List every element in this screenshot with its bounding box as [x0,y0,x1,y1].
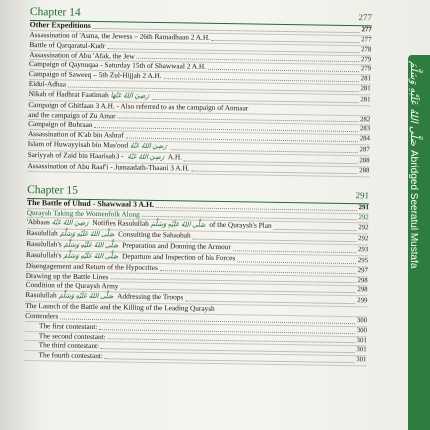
entry-page-number: 292 [358,235,369,243]
entry-title-text: Rasulullah's [26,239,62,249]
entry-page-number: 277 [361,26,372,34]
entry-page-number: 288 [359,167,370,175]
entry-title-text: Disengagement and Return of the Hypocrites [25,260,158,272]
entry-title-text: Assassination of K'ab bin Ashraf [27,129,124,140]
honorific-calligraphy: رَضِيَ اللهُ عَنْهُ [51,219,89,228]
honorific-calligraphy: صَلَّى اللهُ عَلَيْهِ وَسَلَّمَ [150,221,206,230]
entry-title-text-continued: Addressing the Troops [115,291,184,302]
honorific-calligraphy: صَلَّى اللهُ عَلَيْهِ وَسَلَّمَ [58,292,114,301]
entry-page-number: 291 [358,203,369,212]
entry-page-number: 301 [356,346,367,354]
dot-leader [105,358,354,363]
dot-leader [208,69,359,72]
entry-title-text-continued: of the Quraysh's Plan [207,220,272,231]
entry-title-text: Campaign of Buhraan [28,119,93,130]
entry-page-number: 301 [356,336,367,344]
honorific-calligraphy: صَلَّى اللهُ عَلَيْهِ وَسَلَّمَ [63,241,119,250]
entry-title-text: Other Expeditions [29,19,91,30]
dot-leader [274,229,357,231]
entry-page-number: 287 [359,146,370,154]
dot-leader [233,250,356,253]
honorific-calligraphy: صَلَّى اللهُ عَلَيْهِ وَسَلَّمَ [59,230,115,239]
entry-page-number: 277 [361,36,372,44]
table-of-contents [24,6,372,366]
dot-leader [160,270,356,274]
entry-title-text: The first contestant: [38,320,98,331]
entry-page-number: 282 [360,115,371,123]
dot-leader [171,149,358,153]
entry-page-number: 279 [360,55,372,63]
dot-leader [164,78,359,82]
entry-page-number: 283 [359,125,371,133]
dot-leader [184,160,357,164]
entry-page-number: 279 [360,65,372,73]
entry-title-text: The Battle of Uhud - Shawwaal 3 A.H. [26,197,155,209]
entry-title-text: Assassination of Abu Raaf'i - Jumaadath-Thaani 3 A.H. [27,160,190,173]
dot-leader [237,261,356,264]
entry-title-text-continued: Consulting the Sahaabah [116,229,191,240]
entry-title-text: Sariyyah of Zaid bin Haarisah [27,149,116,161]
entry-page-number: 288 [359,157,370,165]
chapter-title: Chapter 14 [29,6,81,19]
entry-title-text-continued: Departure and Inspection of his Forces [120,251,236,263]
entry-title-text: Assassination of 'Asma, the Jewess – 26th Ramadhaan 2 A.H. [29,29,211,42]
entry-title-text: 'Abbaas [26,217,50,227]
entry-title-text: The third contestant: [38,340,100,351]
entry-title-text: Campaign of Saweeq – 5th Zul-Hijjah 2 A.H. [28,69,162,81]
entry-title-text: Rasulullah's [26,249,62,260]
entry-title-text: Nikah of Hadhrat Faatimah [28,88,109,100]
entry-title: The Launch of the Battle and the Killing of the Leading Quraysh [25,301,215,314]
chapter-title: Chapter 15 [27,183,78,197]
entry-title-text-continued: Preparation and Donning the Armour [120,240,231,252]
side-title-tab [408,55,430,430]
entry-page-number: 295 [357,257,369,265]
entry-title-text: The second contestant: [38,330,106,341]
entry-title-text: Assassination of Abu 'Afak, the Jew [29,49,135,61]
entry-page-number: 301 [356,356,367,364]
side-title: Abridged Seeratul Mustafa [408,150,419,269]
side-calligraphy: صَلَّى اللهُ عَلَيْهِ وَسَلَّمَ [408,61,419,146]
entry-page-number: 281 [360,85,371,93]
honorific-calligraphy: رَضِيَ اللهُ عَنْهَا [110,92,149,100]
entry-page-number: 299 [357,297,368,305]
entry-page-number: 300 [356,326,367,335]
entry-title: Campaign of Ghitfaan 3 A.H. - Also referred to as the campaign of Anmaar [28,99,249,113]
entry-title-text: The fourth contestant: [38,350,104,361]
chapter-page-number: 291 [355,189,370,201]
entry-title-text: Rasulullah [26,228,58,238]
entry-title-text: Islam of Huwayyisah bin Mas'ood [27,139,129,150]
entry-page-number: 281 [360,75,371,83]
entry-page-number: 298 [357,276,368,284]
entry-title-continued: and the campaign of Zu Amar [28,109,116,120]
entry-title-text-continued: Notifies Rasulullah [90,218,149,229]
dot-leader [191,170,357,174]
entry-page-number: 300 [356,317,368,325]
entry-title-text-continued: - 3 A.H. [115,151,183,162]
side-title-text [408,61,419,268]
entry-title-text: Battle of Qarqaratul-Kudr [29,39,106,50]
dot-leader [212,40,359,43]
entry-page-number: 278 [361,45,372,54]
entry-page-number: 281 [360,96,371,104]
entry-page-number: 284 [359,135,371,143]
entry-title-text: Quraysh Taking the Womenfolk Along [26,207,140,219]
entry-title-text: Drawing up the Battle Lines [25,270,109,281]
entry-title-text: Eidul-Adhaa [28,79,67,89]
honorific-calligraphy: صَلَّى اللهُ عَلَيْهِ وَسَلَّمَ [63,252,119,261]
entry-title-text: Rasulullah [25,290,57,300]
chapter-page-number: 277 [358,12,372,23]
entry-page-number: 292 [358,213,369,221]
entry-page-number: 297 [357,266,368,275]
honorific-calligraphy: رَضِيَ اللهُ عَنْهُ [127,153,165,162]
entry-title-continued: Contenders [25,310,59,321]
entry-title [24,351,103,361]
entry-title-text: Campaign of Qaynuqaa - Saturday 15th of Shawwaal 2 A.H. [29,59,207,72]
entry-title-text: Condition of the Quraysh Army [25,280,119,291]
entry-page-number: 298 [357,286,368,294]
entry-page-number: 292 [358,224,369,232]
entry-page-number: 293 [357,246,369,254]
honorific-calligraphy: رَضِيَ اللهُ عَنْهُ [129,142,167,151]
